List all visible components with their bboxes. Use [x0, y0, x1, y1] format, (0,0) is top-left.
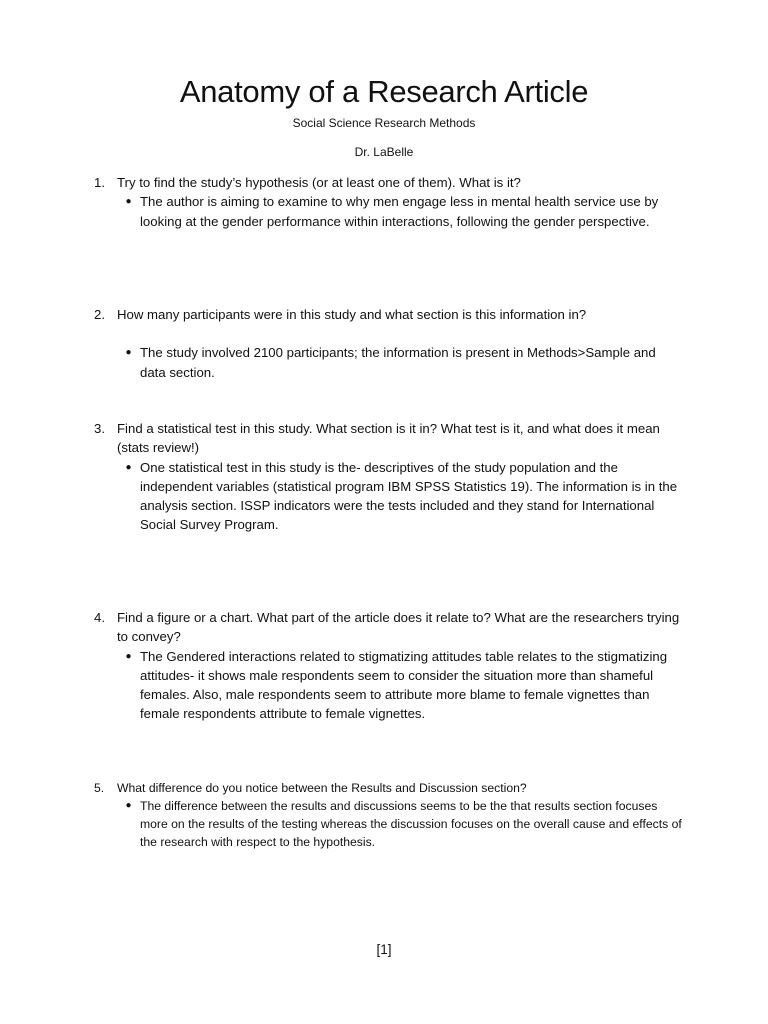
- answer-text: The author is aiming to examine to why men engage less in mental health service use by looking at the gender performance within interactions, following the gender perspective.: [140, 194, 659, 229]
- question-text: What difference do you notice between the Results and Discussion section?: [117, 781, 527, 795]
- question-number: 2.: [94, 307, 105, 322]
- page-number: [1]: [376, 942, 392, 957]
- bullet-icon: ●: [125, 650, 132, 662]
- answer-item: [117, 797, 684, 851]
- document-subtitle: Social Science Research Methods: [292, 116, 476, 130]
- bullet-icon: ●: [125, 196, 132, 208]
- answer-text: The Gendered interactions related to stigmatizing attitudes table relates to the stigmatizing attitudes- it shows male respondents seem to consider the situation more than shameful females. Also, male respondents seem to attribute more blame to female vignettes than female respondents attribute to female vignettes.: [140, 648, 668, 722]
- question-item: [94, 608, 684, 724]
- question-text: Find a statistical test in this study. What section is it in? What test is it, and what does it mean (stats review!): [117, 421, 660, 456]
- question-number: 3.: [94, 421, 105, 436]
- question-item: [94, 419, 684, 535]
- answer-text: The difference between the results and discussions seems to be the that results section focuses more on the results of the testing whereas the discussion focuses on the overall cause and effects of the research with respect to the hypothesis.: [140, 799, 682, 849]
- question-text: Find a figure or a chart. What part of the article does it relate to? What are the researchers trying to convey?: [117, 610, 680, 645]
- question-number: 4.: [94, 610, 105, 625]
- bullet-icon: ●: [125, 800, 132, 811]
- answer-text: The study involved 2100 participants; the information is present in Methods>Sample and data section.: [140, 345, 656, 380]
- answer-item: [117, 647, 684, 724]
- answer-item: [117, 343, 684, 382]
- document-title: Anatomy of a Research Article: [179, 74, 589, 109]
- bullet-icon: ●: [125, 347, 132, 359]
- question-number: 1.: [94, 175, 105, 190]
- question-number: 5.: [94, 781, 105, 795]
- answer-item: [117, 458, 684, 535]
- question-item: [94, 305, 684, 382]
- question-text: Try to find the study’s hypothesis (or at least one of them). What is it?: [117, 175, 521, 190]
- question-item: [94, 173, 684, 231]
- answer-text: One statistical test in this study is the- descriptives of the study population and the independent variables (statistical program IBM SPSS Statistics 19). The information is in the analysis section. ISSP indicators were the tests included and they stand for International Social Survey Program.: [140, 459, 678, 533]
- answer-item: [117, 192, 684, 231]
- question-text: How many participants were in this study and what section is this information in?: [117, 307, 587, 322]
- question-item: [94, 779, 684, 851]
- bullet-icon: ●: [125, 461, 132, 473]
- document-author: Dr. LaBelle: [354, 145, 414, 159]
